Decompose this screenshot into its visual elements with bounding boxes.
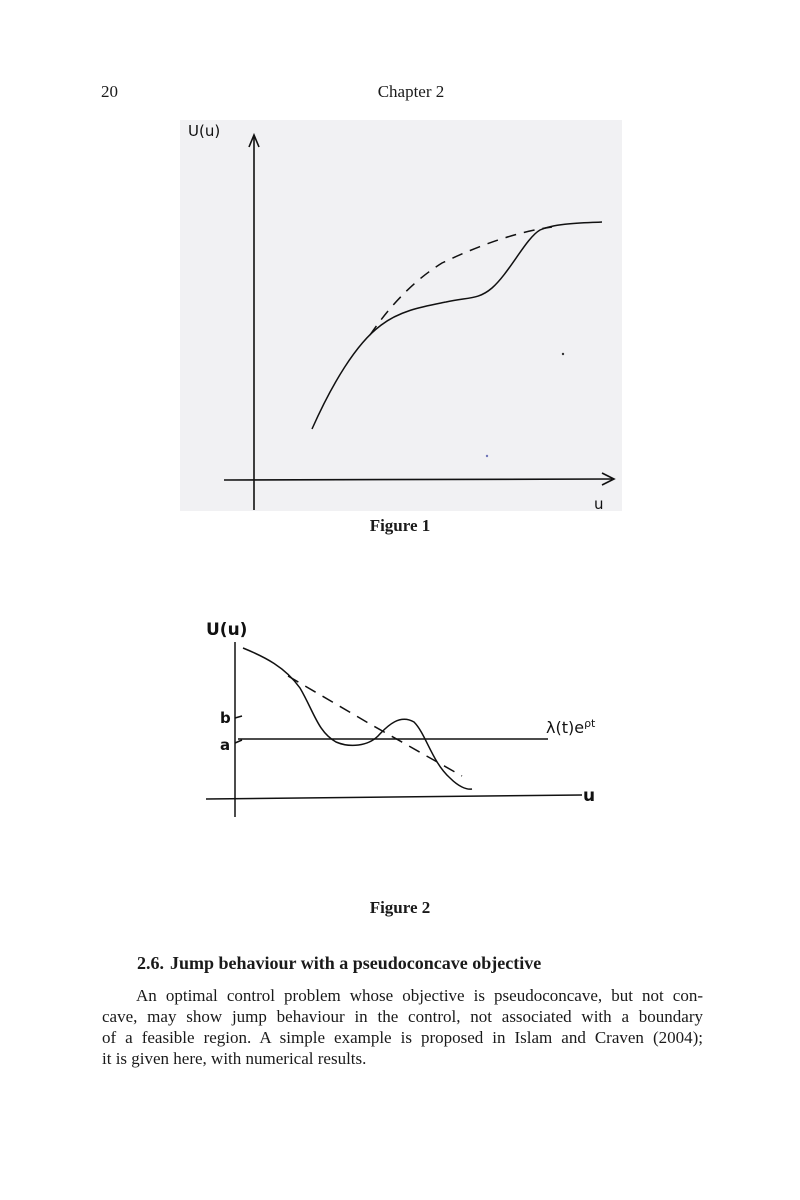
figure-2-line-label-base: λ(t)e: [546, 718, 585, 737]
figure-2-tick-a-label: a: [220, 736, 231, 754]
figure-1: [180, 120, 622, 511]
figure-2-line-label-sup: ρt: [584, 717, 596, 730]
figure-2-x-axis-label: u: [583, 786, 596, 806]
figure-1-speck: [562, 353, 564, 355]
page-number: 20: [101, 82, 118, 101]
running-head: Chapter 2: [377, 82, 445, 101]
figure-2-plot: [200, 612, 620, 827]
paragraph-line: An optimal control problem whose objective is pseudoconcave, but not con-: [136, 986, 703, 1005]
figure-2-line-label: [546, 717, 596, 737]
paragraph-line: of a feasible region. A simple example is proposed in Islam and Craven (2004);: [102, 1028, 703, 1047]
figure-1-speck: [486, 455, 488, 457]
figure-2-dashed-line: [288, 676, 462, 776]
paragraph-line: cave, may show jump behaviour in the control, not associated with a boundary: [102, 1007, 703, 1026]
figure-1-x-axis: [224, 479, 612, 480]
paragraph-line: it is given here, with numerical results.: [102, 1049, 367, 1068]
figure-2: [200, 612, 620, 827]
section-title: Jump behaviour with a pseudoconcave objective: [170, 953, 542, 973]
section-number: 2.6.: [137, 953, 164, 973]
figure-1-solid-curve: [312, 222, 602, 429]
figure-1-caption: Figure 1: [369, 516, 431, 535]
figure-2-x-axis: [206, 795, 582, 799]
figure-1-y-axis-label: U(u): [188, 122, 221, 140]
figure-2-tick-a: [235, 740, 242, 743]
figure-1-dashed-curve: [370, 227, 552, 335]
figure-1-plot: [180, 120, 622, 511]
figure-2-y-axis-label: U(u): [206, 620, 248, 640]
figure-2-tick-b-label: b: [220, 709, 231, 727]
figure-2-solid-curve: [243, 648, 472, 789]
figure-1-x-axis-label: u: [594, 495, 604, 511]
figure-2-tick-b: [235, 716, 242, 718]
section-heading: [137, 953, 547, 974]
figure-2-caption: Figure 2: [369, 898, 431, 917]
section-paragraph: [102, 985, 703, 1069]
